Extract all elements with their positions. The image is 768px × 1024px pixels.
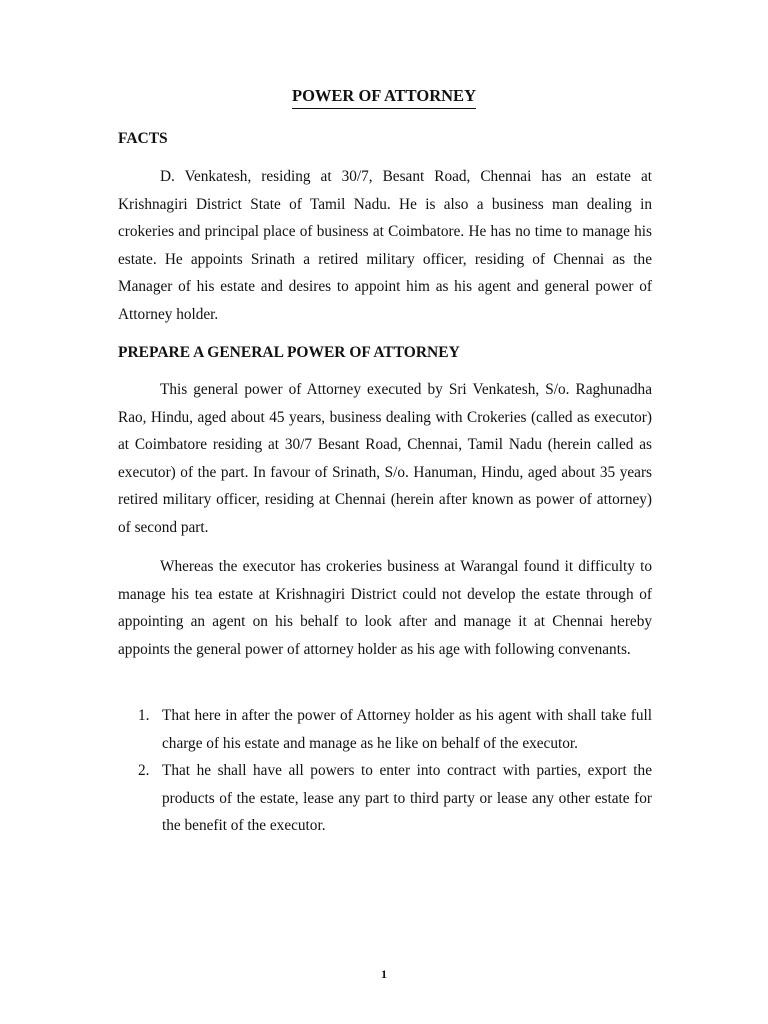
covenants-list xyxy=(118,702,652,840)
list-item-number: 1. xyxy=(138,707,150,724)
list-item-text: That he shall have all powers to enter into contract with parties, export the products of the estate, lease any part to third party or lease any other estate for the benefit of the executor. xyxy=(162,762,652,834)
document-title xyxy=(0,86,768,109)
heading-facts: FACTS xyxy=(118,130,168,147)
list-item xyxy=(118,702,652,757)
paragraph-executor: This general power of Attorney executed by Sri Venkatesh, S/o. Raghunadha Rao, Hindu, aged about 45 years, business dealing with Crokeries (called as executor) at Coimbatore residing at 30/7 Besant Road, Chennai, Tamil Nadu (herein called as executor) of the part. In favour of Srinath, S/o. Hanuman, Hindu, aged about 35 years retired military officer, residing at Chennai (herein after known as power of attorney) of second part. xyxy=(118,381,652,536)
list-item-text: That here in after the power of Attorney holder as his agent with shall take full charge of his estate and manage as he like on behalf of the executor. xyxy=(162,707,652,752)
facts-paragraph: D. Venkatesh, residing at 30/7, Besant Road, Chennai has an estate at Krishnagiri District State of Tamil Nadu. He is also a business man dealing in crokeries and principal place of business at Coimbatore. He has no time to manage his estate. He appoints Srinath a retired military officer, residing of Chennai as the Manager of his estate and desires to appoint him as his agent and general power of Attorney holder. xyxy=(118,168,652,323)
list-item xyxy=(118,757,652,840)
paragraph-whereas: Whereas the executor has crokeries business at Warangal found it difficulty to manage his tea estate at Krishnagiri District could not develop the estate through of appointing an agent on his behalf to look after and manage it at Chennai hereby appoints the general power of attorney holder as his age with following convenants. xyxy=(118,558,652,658)
page-number: 1 xyxy=(381,967,387,981)
document-title-text: POWER OF ATTORNEY xyxy=(292,86,476,109)
heading-prepare: PREPARE A GENERAL POWER OF ATTORNEY xyxy=(118,344,460,361)
list-item-number: 2. xyxy=(138,762,150,779)
